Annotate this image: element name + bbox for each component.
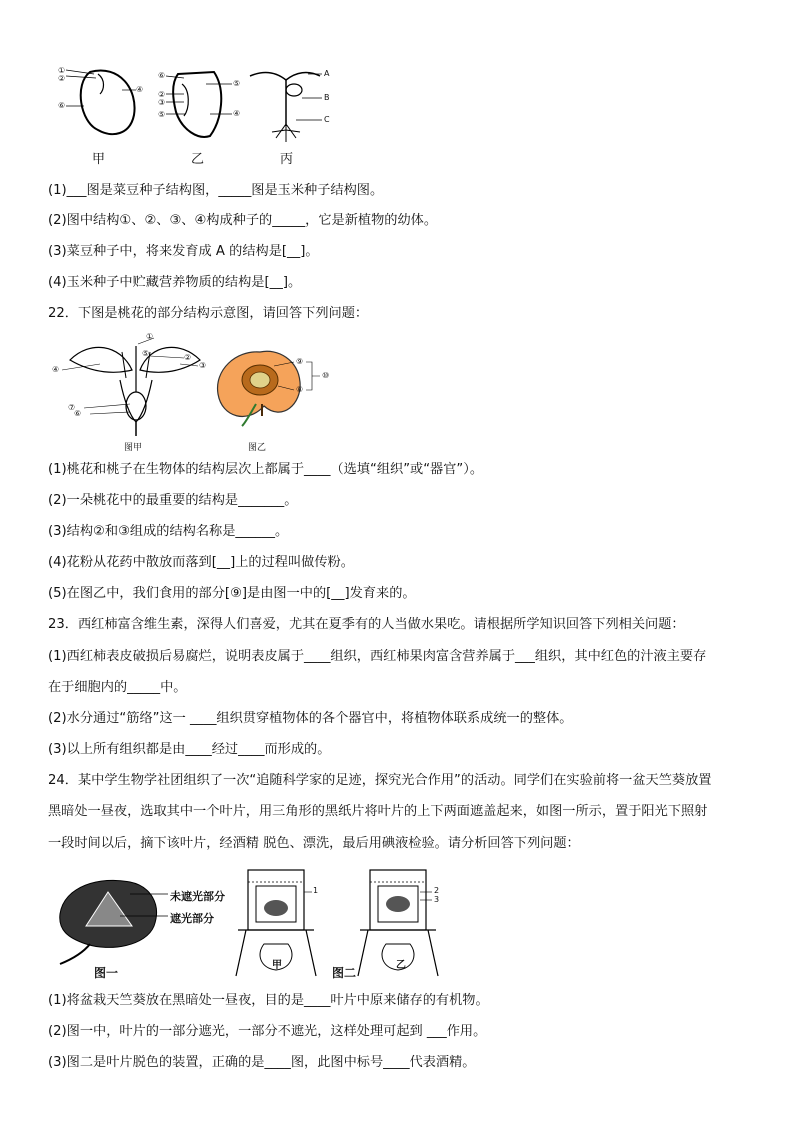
q22-line-1: (1)桃花和桃子在生物体的结构层次上都属于____（选填“组织”或“器官”）。	[48, 462, 484, 477]
q23-line-4: (3)以上所有组织都是由____经过____而形成的。	[48, 742, 331, 757]
q23-line-2: 在于细胞内的_____中。	[48, 680, 187, 695]
caption-bing: 丙	[280, 152, 294, 167]
seed-figure	[50, 60, 350, 170]
label-yi-5b: ⑤	[233, 79, 241, 88]
label-unshaded: 未遮光部分	[170, 890, 225, 903]
peach-label-9: ⑨	[296, 357, 304, 366]
peach-label-8: ⑧	[296, 385, 304, 394]
q24-intro-3: 一段时间以后，摘下该叶片，经酒精 脱色、漂洗，最后用碘液检验。请分析回答下列问题：	[48, 836, 580, 851]
label-bing-b: B	[324, 93, 330, 102]
q23-line-3: (2)水分通过“筋络”这一 ____组织贯穿植物体的各个器官中，将植物体联系成统一的整体。	[48, 711, 573, 726]
label-bing-c: C	[324, 115, 330, 124]
q24-line-3: (3)图二是叶片脱色的装置，正确的是____图，此图中标号____代表酒精。	[48, 1055, 476, 1070]
caption-fig-2: 图二	[332, 966, 357, 980]
q21-line-2: (2)图中结构①、②、③、④构成种子的_____，它是新植物的幼体。	[48, 213, 438, 228]
q22-line-3: (3)结构②和③组成的结构名称是______。	[48, 524, 289, 539]
caption-beaker-jia: 甲	[272, 960, 282, 971]
q24-line-1: (1)将盆栽天竺葵放在黑暗处一昼夜，目的是____叶片中原来储存的有机物。	[48, 993, 489, 1008]
flower-label-6: ⑥	[74, 409, 82, 418]
label-jia-1: ①	[58, 66, 66, 75]
leaf-figure	[50, 864, 470, 982]
q24-line-2: (2)图一中，叶片的一部分遮光，一部分不遮光，这样处理可起到 ___作用。	[48, 1024, 487, 1039]
q22-intro: 22．下图是桃花的部分结构示意图，请回答下列问题：	[48, 306, 369, 321]
label-num-2: 2	[434, 886, 440, 895]
q22-line-2: (2)一朵桃花中的最重要的结构是_______。	[48, 493, 298, 508]
q24-intro-2: 黑暗处一昼夜，选取其中一个叶片，用三角形的黑纸片将叶片的上下两面遮盖起来，如图一所示，置于阳光下照射	[48, 804, 708, 819]
label-yi-2: ②	[158, 90, 166, 99]
caption-jia: 甲	[92, 152, 106, 167]
label-yi-5a: ⑤	[158, 110, 166, 119]
flower-label-4: ④	[52, 365, 60, 374]
q22-line-5: (5)在图乙中，我们食用的部分[⑨]是由图一中的[__]发育来的。	[48, 586, 416, 601]
caption-yi: 乙	[191, 152, 205, 167]
q21-line-4: (4)玉米种子中贮藏营养物质的结构是[__]。	[48, 275, 302, 290]
q22-line-4: (4)花粉从花药中散放而落到[__]上的过程叫做传粉。	[48, 555, 354, 570]
label-shaded: 遮光部分	[170, 912, 214, 925]
flower-label-1: ①	[146, 332, 154, 341]
label-yi-6: ⑥	[158, 71, 166, 80]
label-yi-3: ③	[158, 98, 166, 107]
label-bing-a: A	[324, 69, 330, 78]
q23-line-1: (1)西红柿表皮破损后易腐烂，说明表皮属于____组织，西红柿果肉富含营养属于___组织，其中红色的汁液主要存	[48, 649, 707, 664]
label-jia-4: ④	[136, 85, 144, 94]
peach-label-10: ⑩	[322, 371, 330, 380]
peach-diagram	[50, 330, 350, 454]
peach-figure	[50, 330, 350, 454]
flower-label-5: ⑤	[142, 349, 150, 358]
q21-line-3: (3)菜豆种子中，将来发育成 A 的结构是[__]。	[48, 244, 319, 259]
flower-label-7: ⑦	[68, 403, 76, 412]
q21-line-1: (1)___图是菜豆种子结构图，_____图是玉米种子结构图。	[48, 183, 384, 198]
label-yi-4: ④	[233, 109, 241, 118]
caption-fig-b: 图乙	[248, 443, 267, 453]
caption-fig-a: 图甲	[124, 443, 143, 453]
q23-intro: 23．西红柿富含维生素，深得人们喜爱，尤其在夏季有的人当做水果吃。请根据所学知识回答下列相关问题：	[48, 617, 685, 632]
q24-intro-1: 24．某中学生物学社团组织了一次“追随科学家的足迹，探究光合作用”的活动。同学们在实验前将一盆天竺葵放置	[48, 773, 712, 788]
label-num-1: 1	[313, 886, 319, 895]
flower-label-2: ②	[184, 353, 192, 362]
caption-fig-1: 图一	[94, 966, 119, 980]
flower-label-3: ③	[199, 361, 207, 370]
label-jia-6: ⑥	[58, 101, 66, 110]
label-num-3: 3	[434, 895, 440, 904]
caption-beaker-yi: 乙	[396, 960, 406, 971]
label-jia-2: ②	[58, 74, 66, 83]
